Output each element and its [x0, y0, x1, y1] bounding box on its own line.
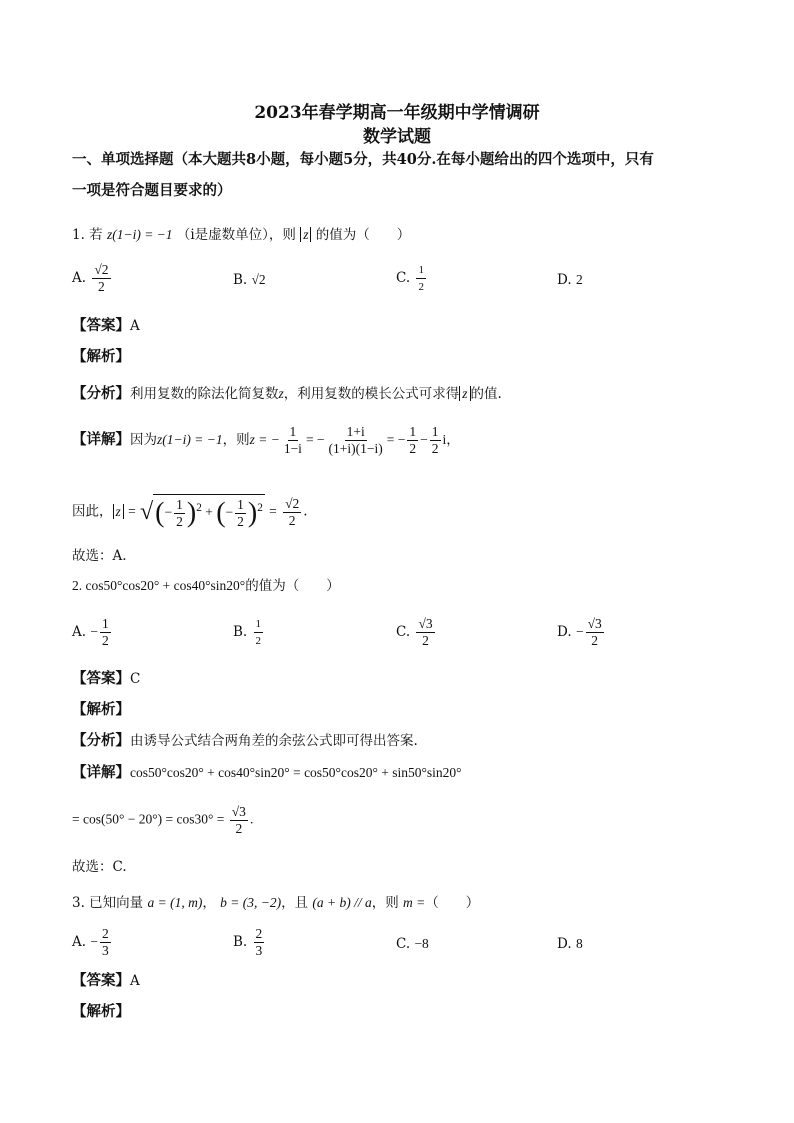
q1-expression: z(1−i) = −1 — [106, 227, 173, 242]
q1-option-c — [396, 262, 428, 295]
stem-text: ，则 — [371, 895, 399, 911]
fraction: $\frac{√3}{2}$ — [418, 616, 433, 648]
q1-fenxi — [72, 384, 502, 404]
detail-text: ，则 — [222, 432, 250, 448]
q1-stem — [72, 225, 410, 245]
math-var: m = — [403, 895, 426, 910]
separator: ， — [202, 895, 216, 911]
stem-text: ，且 — [281, 895, 309, 911]
therefore-text: 因此， — [72, 503, 113, 520]
q2-answer — [72, 669, 140, 689]
q1-stem-tail: 的值为（ ） — [315, 227, 411, 243]
paren: ( — [155, 497, 165, 529]
option-label: A. — [72, 624, 87, 640]
answer-value: A — [130, 318, 140, 334]
sqrt-sign: √ — [139, 499, 154, 525]
option-label: C. — [396, 936, 411, 952]
answer-value: A — [130, 973, 140, 989]
q3-analysis-tag: 【解析】 — [72, 1003, 130, 1020]
fraction: $\frac{1}{2}$ — [176, 497, 183, 529]
fenxi-tag: 【分析】 — [72, 732, 130, 749]
answer-tag: 【答案】 — [72, 972, 130, 989]
math-abs: z — [459, 386, 470, 401]
math-op: = − — [386, 432, 406, 447]
q2-option-d — [557, 616, 606, 649]
fraction: $\frac{√3}{2}$ — [587, 616, 602, 648]
fraction: $\frac{2}{3}$ — [255, 926, 263, 958]
math-op: − — [420, 432, 428, 447]
fraction: $\frac{1+i}{(1+i)(1-i)}$ — [328, 424, 383, 456]
math-op: = — [128, 503, 136, 519]
period: . — [303, 503, 308, 520]
exam-title: 2023年春学期高一年级期中学情调研 — [254, 103, 540, 123]
q2-choose: 故选：C. — [72, 859, 127, 875]
fenxi-text: 利用复数的除法化简复数 — [130, 386, 279, 402]
q2-option-c — [396, 616, 437, 649]
q2-option-a — [72, 616, 113, 649]
stem-text: （ ） — [425, 895, 480, 911]
answer-tag: 【答案】 — [72, 670, 130, 687]
q3-option-c — [396, 934, 429, 954]
q2-option-b — [233, 616, 265, 649]
option-value: √2 — [251, 272, 266, 287]
option-label: D. — [557, 272, 572, 288]
q1-detail — [72, 424, 460, 457]
paren: ) — [247, 497, 258, 529]
detail-expr: cos50°cos20° + cos40°sin20° = cos50°cos20° + sin50°sin20° — [130, 765, 462, 780]
fraction: $\frac{1}{1-i}$ — [283, 424, 302, 456]
q1-abs-z: z — [300, 227, 311, 242]
q1-option-a — [72, 262, 113, 295]
option-value: 8 — [575, 936, 583, 951]
detail-tag: 【详解】 — [72, 431, 130, 448]
math-var: z — [278, 386, 284, 401]
q3-number: 3. 已知向量 — [72, 895, 144, 911]
q1-option-b — [233, 270, 266, 290]
q1-answer — [72, 316, 140, 336]
q3-option-b — [233, 926, 266, 959]
fenxi-tag: 【分析】 — [72, 385, 130, 402]
q1-choose: 故选：A. — [72, 548, 127, 564]
period: . — [249, 811, 254, 827]
fenxi-text: ，利用复数的模长公式可求得 — [283, 386, 460, 402]
math-op: = — [269, 503, 277, 519]
exam-subtitle: 数学试题 — [363, 127, 431, 147]
q2-fenxi — [72, 731, 418, 751]
fraction: $\frac{√2}{2}$ — [94, 262, 109, 294]
fraction: $\frac{1}{2}$ — [431, 424, 439, 456]
sqrt-radicand: (− $\frac{1}{2}$ )$^2$ + (− $\frac{1}{2}$ )$^2$ — [153, 494, 265, 530]
section-heading-line2: 一项是符合题目要求的） — [72, 182, 232, 199]
math-expr: z = − — [249, 432, 280, 447]
detail-tag: 【详解】 — [72, 764, 130, 781]
option-label: C. — [396, 270, 411, 286]
q1-therefore — [72, 494, 308, 530]
option-label: D. — [557, 624, 572, 640]
q1-number: 1. 若 — [72, 227, 103, 243]
fraction: $\frac{√2}{2}$ — [285, 495, 300, 528]
q3-option-a — [72, 926, 113, 959]
fraction: $\frac{2}{3}$ — [101, 926, 109, 958]
vector-a: a = (1, m) — [147, 895, 203, 910]
parallel-condition: (a + b) // a — [312, 895, 372, 910]
detail-text: 因为 — [130, 432, 157, 448]
section-heading-line1: 一、单项选择题（本大题共8小题，每小题5分，共40分.在每小题给出的四个选项中，只有 — [72, 151, 654, 168]
option-label: C. — [396, 624, 411, 640]
fraction: $\frac{1}{2}$ — [255, 618, 262, 647]
q1-option-d — [557, 270, 583, 290]
q3-answer — [72, 971, 140, 991]
q3-stem — [72, 893, 479, 913]
fenxi-text: 的值. — [470, 386, 502, 402]
option-sign: − — [575, 624, 584, 639]
fraction: $\frac{1}{2}$ — [101, 616, 109, 648]
q1-analysis-tag: 【解析】 — [72, 348, 130, 365]
option-label: B. — [233, 934, 248, 950]
option-label: A. — [72, 934, 87, 950]
option-value: −8 — [414, 936, 429, 951]
answer-value: C — [130, 671, 141, 687]
math-abs: z — [113, 504, 124, 519]
fraction: $\frac{√3}{2}$ — [231, 804, 246, 836]
paren: ) — [186, 497, 197, 529]
option-label: D. — [557, 936, 572, 952]
fenxi-text: 由诱导公式结合两角差的余弦公式即可得出答案. — [130, 733, 418, 749]
option-label: B. — [233, 272, 248, 288]
detail-expr: = cos(50° − 20°) = cos30° = — [72, 811, 225, 827]
q1-stem-mid: （i是虚数单位），则 — [176, 227, 296, 243]
fraction: $\frac{1}{2}$ — [237, 497, 244, 529]
q2-analysis-tag: 【解析】 — [72, 701, 130, 718]
fraction: $\frac{1}{2}$ — [409, 424, 417, 456]
answer-tag: 【答案】 — [72, 317, 130, 334]
fraction: $\frac{1}{2}$ — [418, 264, 424, 293]
q2-detail-line2 — [72, 804, 253, 837]
q2-detail — [72, 763, 462, 783]
option-value: 2 — [575, 272, 583, 287]
q3-option-d — [557, 934, 583, 954]
math-op: i， — [442, 432, 460, 447]
math-expr: z(1−i) = −1 — [157, 432, 223, 447]
option-sign: − — [90, 934, 98, 949]
q2-stem: 2. cos50°cos20° + cos40°sin20°的值为（ ） — [72, 578, 340, 593]
vector-b: b = (3, −2) — [220, 895, 282, 910]
option-label: A. — [72, 270, 87, 286]
option-sign: − — [90, 624, 98, 639]
option-label: B. — [233, 624, 248, 640]
paren: ( — [216, 497, 226, 529]
math-op: = − — [305, 432, 325, 447]
